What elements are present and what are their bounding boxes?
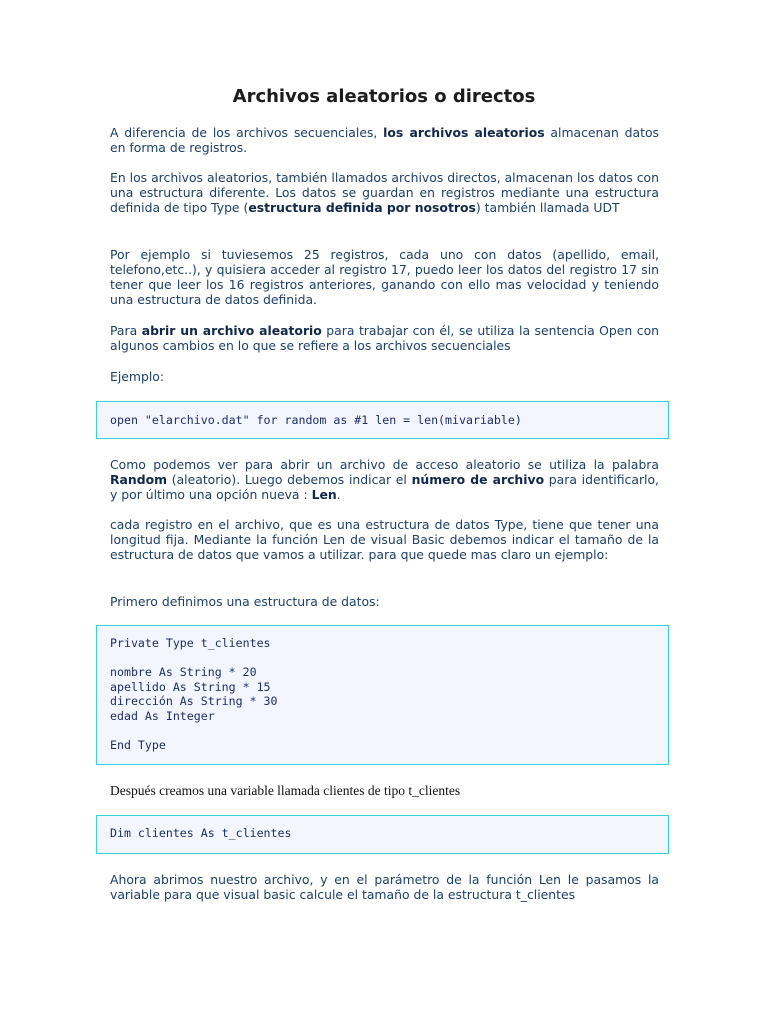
paragraph-len: cada registro en el archivo, que es una estructura de datos Type, tiene que tener una longitud fija. Mediante la función Len de visual Basic debemos indicar el tamaño de la estructura de datos que vamos a utilizar. para que quede mas claro un ejemplo: — [110, 517, 659, 562]
paragraph-struct-intro: Primero definimos una estructura de datos: — [110, 594, 380, 609]
text: almacenan datos en forma de registros. — [110, 125, 660, 155]
text: ) también llamada UDT — [475, 200, 620, 215]
paragraph-definition — [110, 170, 659, 215]
text: (aleatorio). Luego debemos indicar el — [167, 472, 412, 487]
bold-text: Len — [311, 487, 337, 502]
bold-text: estructura definida por nosotros — [248, 200, 476, 215]
bold-text: abrir un archivo aleatorio — [141, 323, 322, 338]
paragraph-ejemplo-label: Ejemplo: — [110, 369, 165, 384]
paragraph-random — [110, 457, 659, 502]
text: para identificarlo, y por último una opción nueva : — [110, 472, 659, 502]
paragraph-example: Por ejemplo si tuviesemos 25 registros, cada uno con datos (apellido, email, telefono,etc..), y quisiera acceder al registro 17, puedo leer los datos del registro 17 sin tener que leer los 16 registros anteriores, ganando con ello mas velocidad y teniendo una estructura de datos definida. — [110, 247, 659, 307]
code-block-type: Private Type t_clientes nombre As String * 20 apellido As String * 15 dirección As String * 30 edad As Integer End Type — [96, 625, 669, 765]
paragraph-open — [110, 323, 659, 353]
text: Para — [110, 323, 142, 338]
paragraph-open-file: Ahora abrimos nuestro archivo, y en el parámetro de la función Len le pasamos la variable para que visual basic calcule el tamaño de la estructura t_clientes — [110, 872, 659, 902]
page-title: Archivos aleatorios o directos — [232, 86, 536, 107]
bold-text: los archivos aleatorios — [383, 125, 545, 140]
text: para trabajar con él, se utiliza la sentencia Open con algunos cambios en lo que se refiere a los archivos secuenciales — [110, 323, 660, 353]
paragraph-variable: Después creamos una variable llamada clientes de tipo t_clientes — [110, 783, 461, 798]
paragraph-intro — [110, 125, 659, 155]
code-block-dim: Dim clientes As t_clientes — [96, 815, 669, 854]
text: A diferencia de los archivos secuenciales, — [110, 125, 384, 140]
bold-text: número de archivo — [411, 472, 545, 487]
code-block-open: open "elarchivo.dat" for random as #1 len = len(mivariable) — [96, 401, 669, 439]
text: En los archivos aleatorios, también llamados archivos directos, almacenan los datos con una estructura diferente. Los datos se guardan en registros mediante una estructura definida de tipo Type ( — [110, 170, 659, 215]
text: . — [336, 487, 341, 502]
bold-text: Random — [110, 472, 168, 487]
text: Como podemos ver para abrir un archivo de acceso aleatorio se utiliza la palabra — [110, 457, 659, 472]
